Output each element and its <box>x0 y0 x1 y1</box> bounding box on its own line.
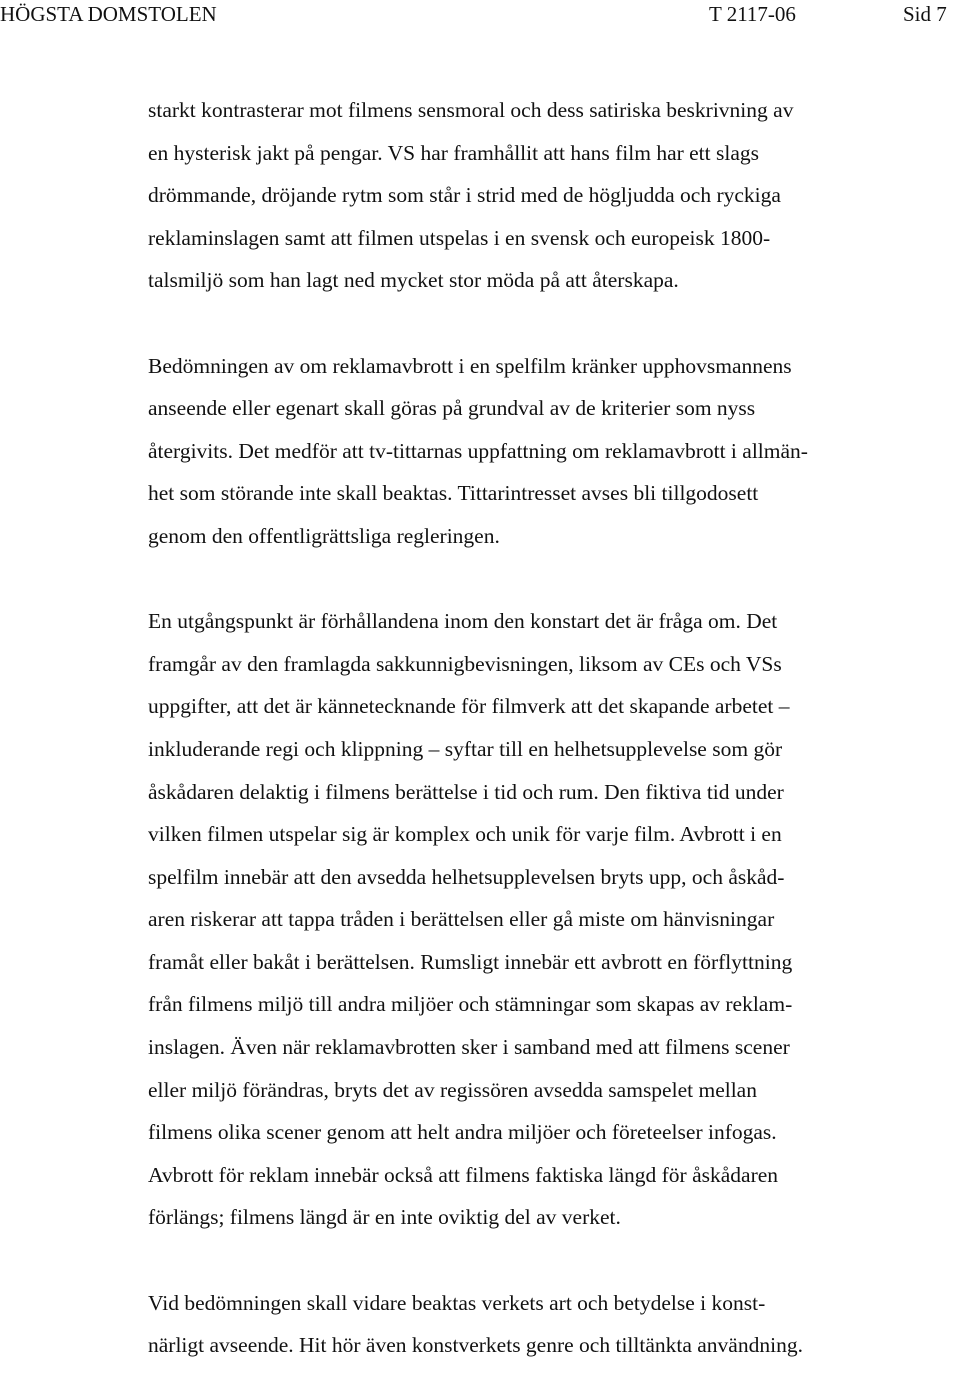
paragraph-spacer <box>148 558 954 601</box>
document-body <box>148 89 954 1367</box>
page-number: Sid 7 <box>903 2 947 26</box>
paragraph-3 <box>148 600 954 1239</box>
text-line: reklaminslagen samt att filmen utspelas i en svensk och europeisk 1800- <box>148 225 771 250</box>
text-line: starkt kontrasterar mot filmens sensmoral och dess satiriska beskrivning av <box>148 98 794 122</box>
text-line: inslagen. Även när reklamavbrotten sker i samband med att filmens scener <box>148 1035 790 1060</box>
text-line: uppgifter, att det är kännetecknande för filmverk att det skapande arbetet – <box>148 694 790 719</box>
text-line: en hysterisk jakt på pengar. VS har framhållit att hans film har ett slags <box>148 140 760 165</box>
text-line: Avbrott för reklam innebär också att filmens faktiska längd för åskådaren <box>148 1162 779 1187</box>
paragraph-4 <box>148 1282 954 1367</box>
text-line: spelfilm innebär att den avsedda helhetsupplevelsen bryts upp, och åskåd- <box>148 864 785 889</box>
text-line: eller miljö förändras, bryts det av regissören avsedda samspelet mellan <box>148 1077 757 1102</box>
text-line: En utgångspunkt är förhållandena inom den konstart det är fråga om. Det <box>148 609 778 634</box>
paragraph-spacer <box>148 1239 954 1282</box>
text-line: het som störande inte skall beaktas. Tittarintresset avses bli tillgodosett <box>148 481 759 506</box>
text-line: åskådaren delaktig i filmens berättelse i tid och rum. Den fiktiva tid under <box>148 779 784 804</box>
paragraph-2 <box>148 345 954 558</box>
text-line: från filmens miljö till andra miljöer och stämningar som skapas av reklam- <box>148 992 793 1017</box>
text-line: vilken filmen utspelar sig är komplex och unik för varje film. Avbrott i en <box>148 822 782 847</box>
text-line: Bedömningen av om reklamavbrott i en spelfilm kränker upphovsmannens <box>148 353 792 378</box>
text-line: Vid bedömningen skall vidare beaktas verkets art och betydelse i konst- <box>148 1290 766 1315</box>
text-line: framåt eller bakåt i berättelsen. Rumsligt innebär ett avbrott en förflyttning <box>148 949 793 974</box>
court-name: HÖGSTA DOMSTOLEN <box>0 2 217 26</box>
paragraph-spacer <box>148 302 954 345</box>
text-line: genom den offentligrättsliga regleringen. <box>148 523 500 548</box>
case-number: T 2117-06 <box>709 2 796 26</box>
text-line: återgivits. Det medför att tv-tittarnas uppfattning om reklamavbrott i allmän- <box>148 438 808 463</box>
text-line: filmens olika scener genom att helt andra miljöer och företeelser infogas. <box>148 1120 777 1145</box>
text-line: talsmiljö som han lagt ned mycket stor möda på att återskapa. <box>148 268 679 293</box>
text-line: närligt avseende. Hit hör även konstverkets genre och tilltänkta användning. <box>148 1333 803 1358</box>
text-line: anseende eller egenart skall göras på grundval av de kriterier som nyss <box>148 396 756 421</box>
text-line: inkluderande regi och klippning – syftar till en helhetsupplevelse som gör <box>148 736 783 761</box>
text-line: aren riskerar att tappa tråden i berättelsen eller gå miste om hänvisningar <box>148 907 775 932</box>
paragraph-1 <box>148 89 954 302</box>
text-line: drömmande, dröjande rytm som står i strid med de högljudda och ryckiga <box>148 183 781 208</box>
text-line: framgår av den framlagda sakkunnigbevisningen, liksom av CEs och VSs <box>148 651 782 676</box>
text-line: förlängs; filmens längd är en inte oviktig del av verket. <box>148 1205 621 1230</box>
page-header <box>0 0 960 32</box>
